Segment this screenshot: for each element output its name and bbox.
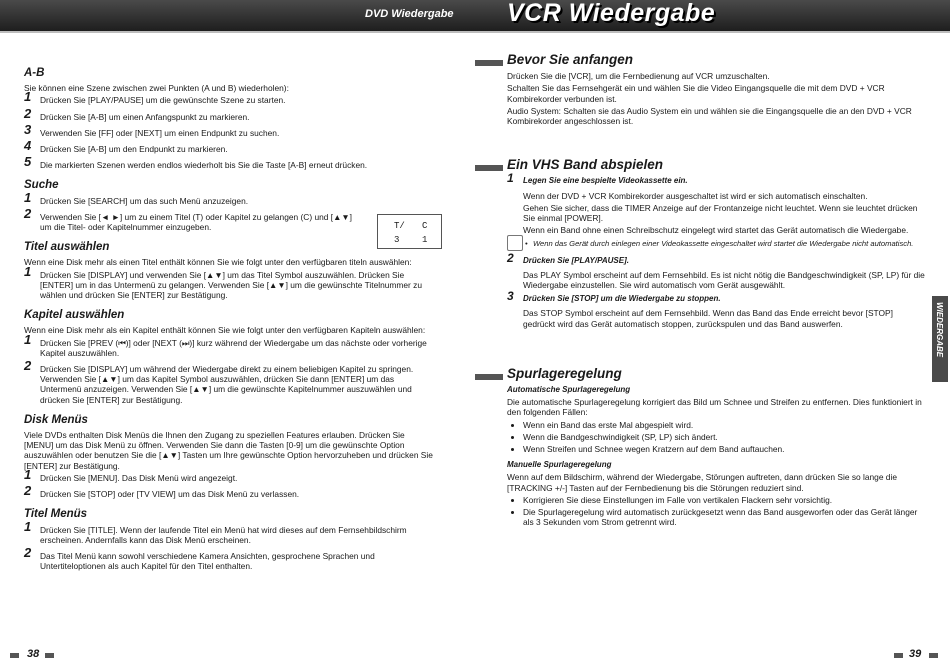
step-item: 5 Die markierten Szenen werden endlos wiederholt bis Sie die Taste [A-B] erneut drücken. (24, 154, 368, 171)
paragraph: Die automatische Spurlageregelung korrigiert das Bild um Schnee und Streifen zu entfernen. Dies funktioniert in den folgenden Fällen: (507, 397, 922, 418)
step-item: 1 Drücken Sie [MENU]. Das Disk Menü wird angezeigt. (24, 466, 238, 483)
section-vhs (507, 157, 925, 329)
page-marker (10, 653, 19, 658)
left-column (24, 68, 436, 577)
section-bevor (507, 52, 925, 127)
header-right-title: VCR Wiedergabe (507, 0, 716, 27)
section-intro-kapitel: Wenn eine Disk mehr als ein Kapitel enthält können Sie wie folgt unter den verfügbaren Kapiteln auswählen: (24, 325, 426, 336)
step-item: 3 Verwenden Sie [FF] oder [NEXT] um einen Endpunkt zu suchen. (24, 121, 280, 138)
section-title-kapitel: Kapitel auswählen (24, 309, 125, 322)
section-title-ab: A-B (24, 67, 45, 79)
section-spur (507, 365, 925, 528)
paragraph: Das STOP Symbol erscheint auf dem Fernsehbild. Wenn das Band das Ende erreicht bevor [STOP] gedrückt wird das Gerät automatisch stoppen, zurückspulen und das Band auswerfen. (523, 308, 893, 329)
step-heading: 1 Legen Sie eine bespielte Videokassette ein. (507, 171, 688, 186)
step-item: 2 Drücken Sie [DISPLAY] um während der Wiedergabe direkt zu einem beliebigen Kapitel zu springen. Verwenden Sie [▲▼] um das Kapitel Symbol auszuwählen, drücken Sie dann [ENTER] um das Untermenü anzuzeigen. Verwenden Sie [▲▼] um die gewünschte Kapitelnummer auszuwählen und drücken Sie [ENTER] zur Bestätigung. (24, 358, 414, 405)
step-item: 1 Drücken Sie [PREV (⏮)] oder [NEXT (⏭)] kurz während der Wiedergabe um das nächste oder vorherige Kapitel auszuwählen. (24, 331, 427, 358)
heading-bar (475, 165, 503, 171)
section-title-vhs: Ein VHS Band abspielen (507, 160, 925, 170)
step-item: 2 Verwenden Sie [◄ ►] um zu einem Titel (T) oder Kapitel zu gelangen (C) und [▲▼] um die Titel- oder Kapitelnummer einzugeben. (24, 205, 352, 233)
heading-bar (475, 374, 503, 380)
section-intro-titel: Wenn eine Disk mehr als einen Titel enthält können Sie wie folgt unter den verfügbaren titeln auswählen: (24, 257, 412, 268)
page-marker (894, 653, 903, 658)
page-number-left: 38 (27, 648, 40, 660)
bullet-list (507, 420, 925, 455)
heading-bar (475, 60, 503, 66)
step-heading: 2 Drücken Sie [PLAY/PAUSE]. (507, 250, 629, 265)
paragraph: Das PLAY Symbol erscheint auf dem Fernsehbild. Es ist nicht nötig die Bandgeschwindigkeit (SP, LP) für die Wiedergabe einzustellen. Sie wird automatisch vom Gerät ausgewählt. (523, 269, 925, 291)
header-divider (0, 31, 950, 33)
step-item: 2 Drücken Sie [STOP] oder [TV VIEW] um das Disk Menü zu verlassen. (24, 483, 300, 500)
step-item: 1 Drücken Sie [PLAY/PAUSE] um die gewünschte Szene zu starten. (24, 89, 286, 106)
step-heading: 3 Drücken Sie [STOP] um die Wiedergabe zu stoppen. (507, 289, 721, 304)
paragraph: Wenn der DVD + VCR Kombirekorder ausgeschaltet ist wird er sich automatisch einschalten. (523, 190, 868, 201)
list-item: • Wenn Streifen und Schnee wegen Kratzern auf dem Band auftauchen. (523, 444, 925, 454)
search-display-box (377, 214, 442, 249)
bullet-list (507, 495, 925, 528)
list-item: • Wenn die Bandgeschwindigkeit (SP, LP) sich ändert. (523, 432, 925, 442)
page-marker (45, 653, 54, 658)
section-title-titel: Titel auswählen (24, 241, 110, 254)
paragraph: Drücken Sie die [VCR], um die Fernbedienung auf VCR umzuschalten. (507, 71, 770, 82)
note-icon (507, 235, 523, 251)
display-chapter-label: C (422, 221, 428, 231)
step-item: 2 Das Titel Menü kann sowohl verschiedene Kamera Ansichten, gesprochene Sprachen und Untertiteloptionen als auch Kapitel für den Titel enthalten. (24, 544, 375, 572)
header-left-title: DVD Wiedergabe (365, 8, 454, 20)
section-title-bevor: Bevor Sie anfangen (507, 55, 925, 65)
section-title-disk: Disk Menüs (24, 413, 88, 426)
display-title-value: 3 (394, 235, 400, 245)
paragraph: Wenn ein Band ohne einen Schreibschutz eingelegt wird startet das Gerät automatisch die Wiedergabe. (523, 225, 909, 236)
subheading: Manuelle Spurlageregelung (507, 460, 612, 470)
paragraph: Gehen Sie sicher, dass die TIMER Anzeige auf der Frontanzeige nicht leuchtet. Wenn sie leuchtet drücken Sie einmal [POWER]. (523, 202, 918, 224)
step-item: 2 Drücken Sie [A-B] um einen Anfangspunkt zu markieren. (24, 105, 250, 122)
section-intro-ab: Sie können eine Szene zwischen zwei Punkten (A und B) wiederholen): (24, 83, 289, 94)
list-item: • Korrigieren Sie diese Einstellungen im Falle von vertikalen Flackern sehr vorsichtig. (523, 495, 925, 505)
page-marker (929, 653, 938, 658)
page-number-right: 39 (909, 648, 922, 660)
display-chapter-value: 1 (422, 235, 428, 245)
paragraph: Schalten Sie das Fernsehgerät ein und wählen Sie die Video Eingangsquelle die mit dem DVD + VCR Kombirekorder verbunden ist. (507, 83, 885, 104)
subheading: Automatische Spurlageregelung (507, 385, 631, 395)
display-title-label: T/ (394, 221, 405, 231)
step-item: 4 Drücken Sie [A-B] um den Endpunkt zu markieren. (24, 138, 228, 155)
step-item: 1 Drücken Sie [DISPLAY] und verwenden Sie [▲▼] um das Titel Symbol auszuwählen. Drücken Sie [ENTER] um in das Untermenü zu gelangen. Verwenden Sie [▲▼] um die gewünschte Titelnummer zu wählen und drücken Sie [ENTER] zur Bestätigung. (24, 263, 423, 301)
paragraph: Wenn auf dem Bildschirm, während der Wiedergabe, Störungen auftreten, dann drücken Sie so lange die [TRACKING +/-] Tasten auf der Fernbedienung bis die Störungen reduziert sind. (507, 472, 897, 493)
section-title-spur: Spurlageregelung (507, 369, 925, 379)
section-intro-disk: Viele DVDs enthalten Disk Menüs die Ihnen den Zugang zu speziellen Features erlauben. Drücken Sie [MENU] um das Disk Menü zu öffnen. Verwenden Sie dann die Tasten [0-9] um die gewünschte Option auszuwählen oder benutzen Sie die [▲▼] Tasten um Ihre gewünschte Option hervorzuheben und drücken Sie [ENTER] zur Bestätigung. (24, 430, 433, 471)
list-item: • Wenn ein Band das erste Mal abgespielt wird. (523, 420, 925, 430)
note: • Wenn das Gerät durch einlegen einer Videokassette eingeschaltet wird startet die Wiedergabe nicht automatisch. (507, 239, 925, 249)
side-tab: WIEDERGABE (932, 296, 948, 382)
bullet-icon: • (525, 239, 528, 249)
step-item: 1 Drücken Sie [SEARCH] um das such Menü anzuzeigen. (24, 189, 249, 206)
section-title-suche: Suche (24, 179, 59, 192)
list-item: • Die Spurlageregelung wird automatisch zurückgesetzt wenn das Band ausgeworfen oder das Gerät länger als 3 Sekunden vom Strom getrennt wird. (523, 507, 925, 527)
header-bar (0, 0, 950, 31)
step-item: 1 Drücken Sie [TITLE]. Wenn der laufende Titel ein Menü hat wird dieses auf dem Fernsehbildschirm erscheinen. Andernfalls kann das Disk Menü erscheinen. (24, 518, 407, 545)
section-title-titelmenu: Titel Menüs (24, 508, 88, 521)
right-column (507, 52, 925, 530)
paragraph: Audio System: Schalten sie das Audio System ein und wählen sie die Eingangsquelle die an den DVD + VCR Kombirekorder angeschlossen ist. (507, 105, 912, 127)
